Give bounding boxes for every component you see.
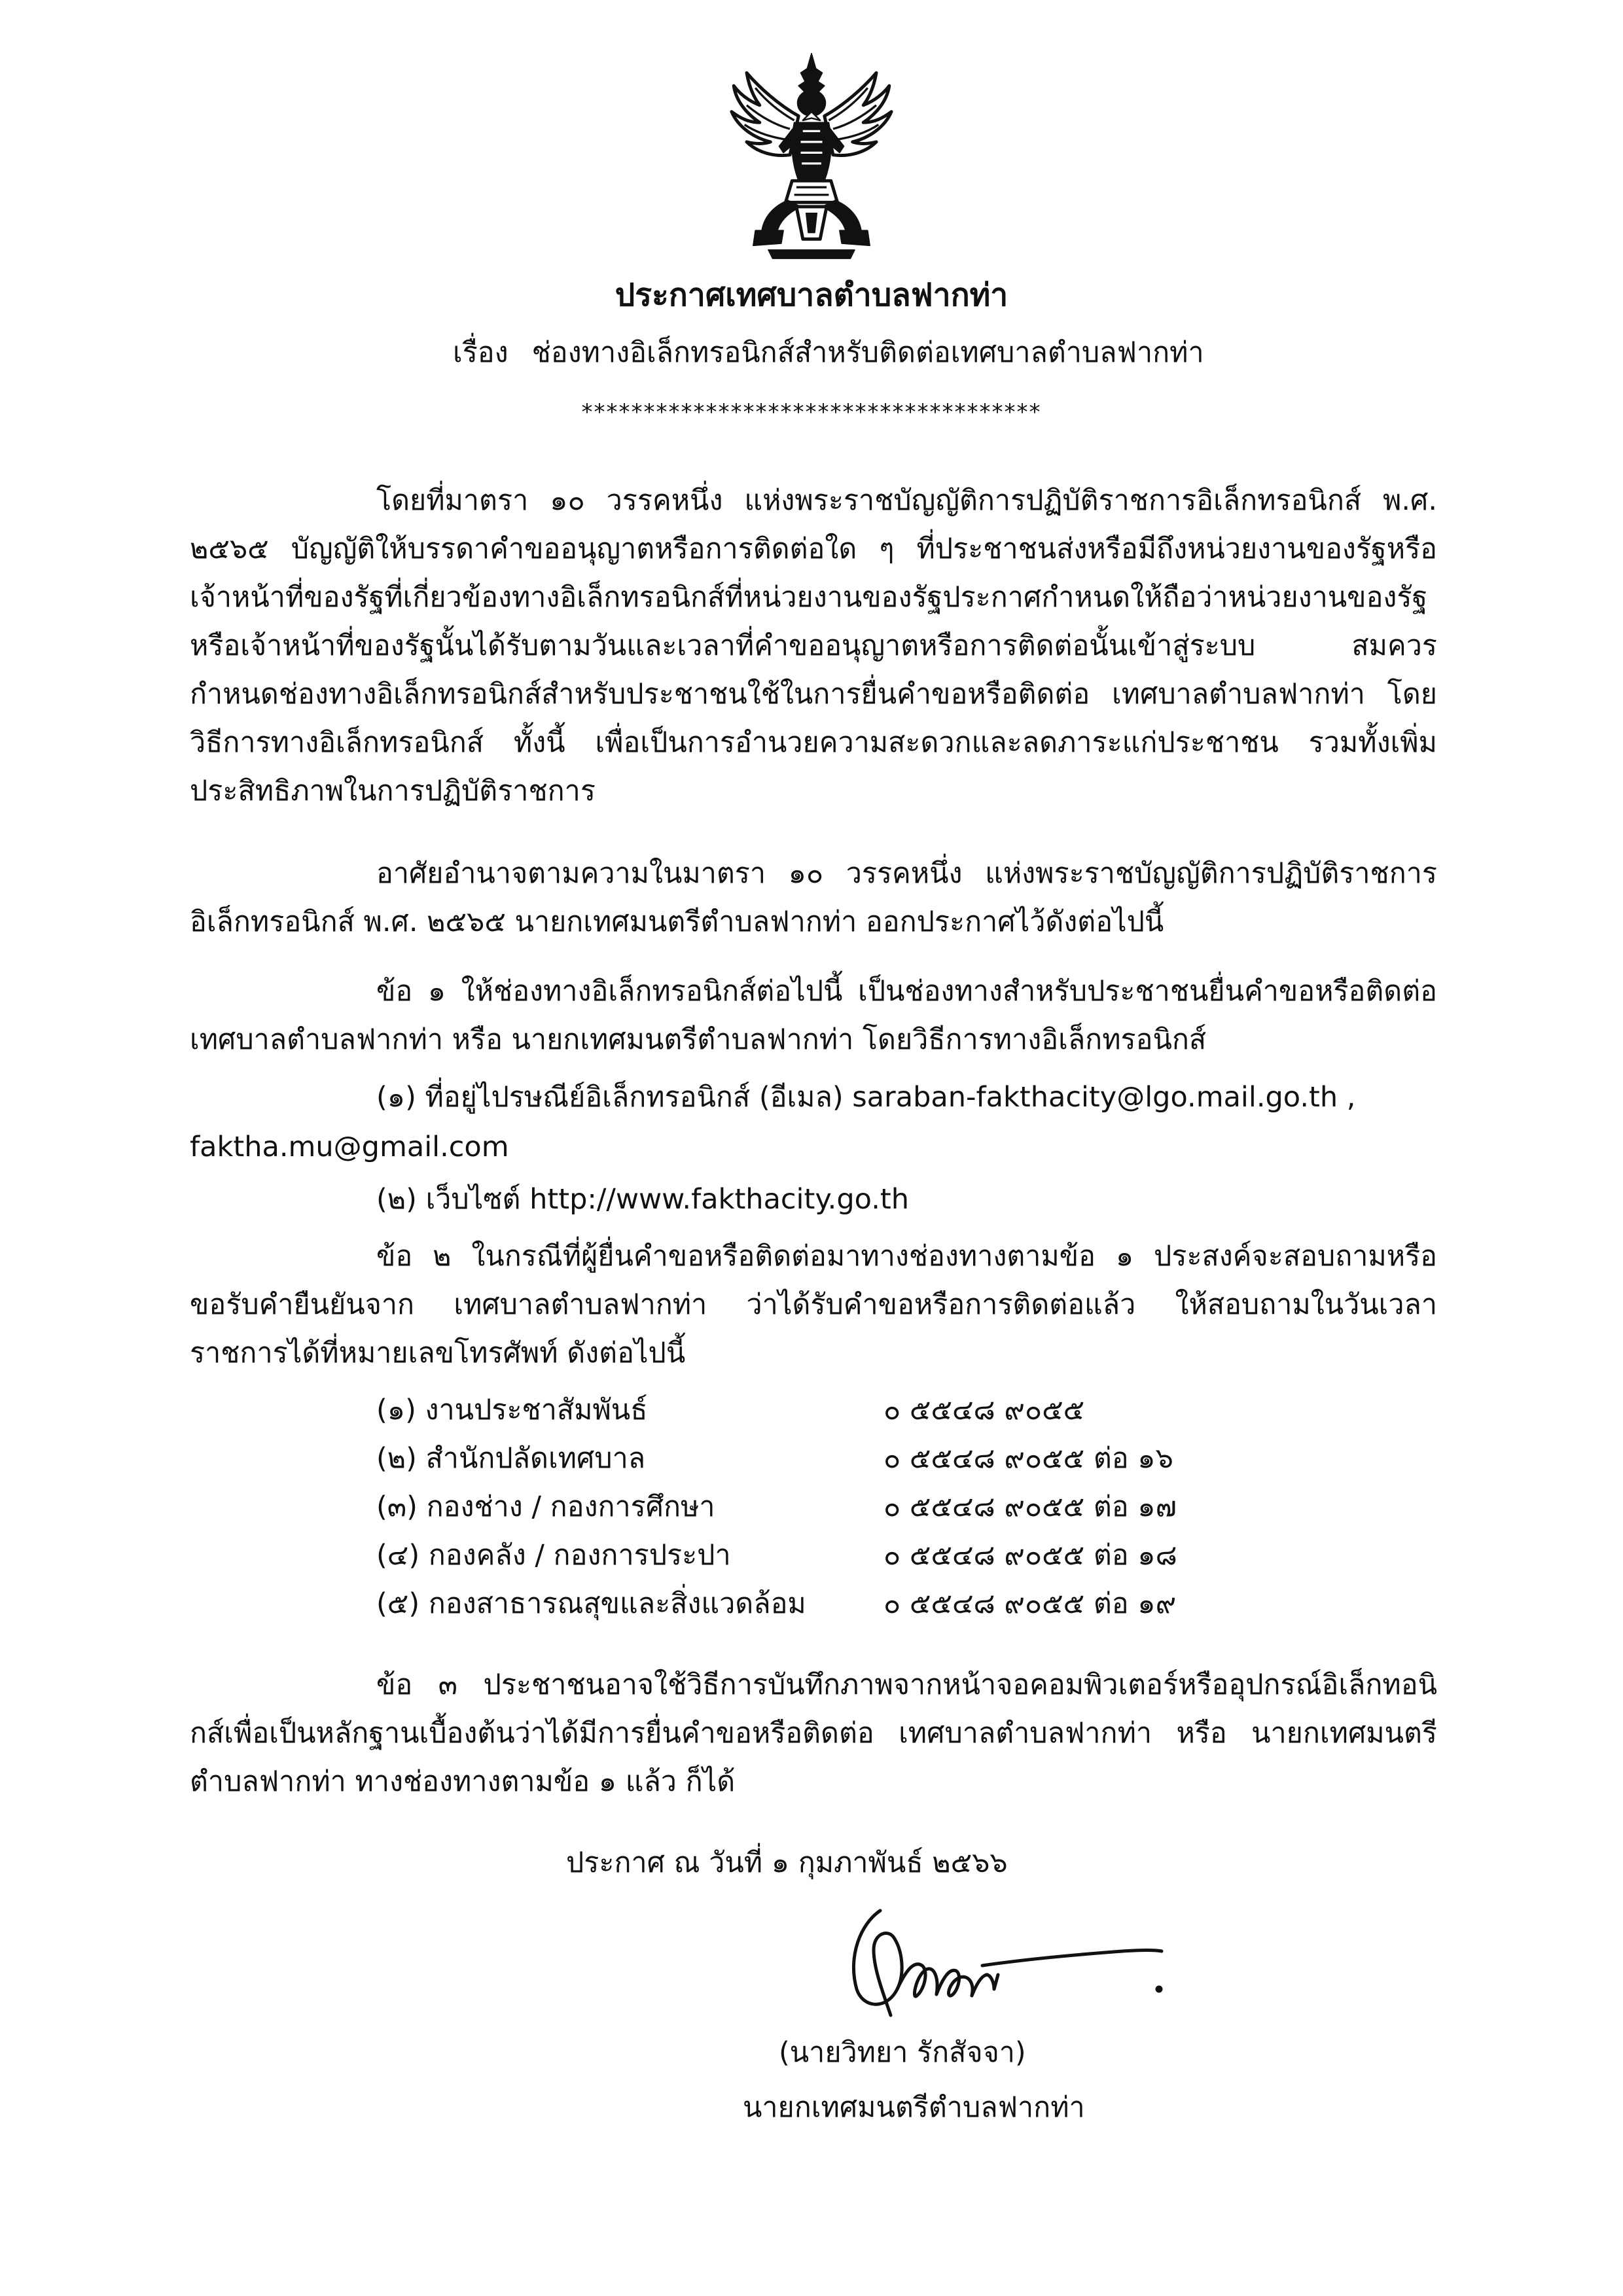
signer-name: (นายวิทยา รักสัจจา) bbox=[779, 2036, 1026, 2069]
handwritten-signature-icon bbox=[834, 1898, 1175, 2028]
paragraph-preamble: โดยที่มาตรา ๑๐ วรรคหนึ่ง แห่งพระราชบัญญัติการปฏิบัติราชการอิเล็กทรอนิกส์ พ.ศ. ๒๕๖๕ บัญญัติให้บรรดาคำขออนุญาตหรือการติดต่อใด ๆ ที่ประชาชนส่งหรือมีถึงหน่วยงานของรัฐหรือเจ้าหน้าที่ของรัฐที่เกี่ยวข้องทางอิเล็กทรอนิกส์ที่หน่วยงานของรัฐประกาศกำหนดให้ถือว่าหน่วยงานของรัฐหรือเจ้าหน้าที่ของรัฐนั้นได้รับตามวันและเวลาที่คำขออนุญาตหรือการติดต่อนั้นเข้าสู่ระบบ สมควรกำหนดช่องทางอิเล็กทรอนิกส์สำหรับประชาชนใช้ในการยื่นคำขอหรือติดต่อ เทศบาลตำบลฟากท่า โดยวิธีการทางอิเล็กทรอนิกส์ ทั้งนี้ เพื่อเป็นการอำนวยความสะดวกและลดภาระแก่ประชาชน รวมทั้งเพิ่มประสิทธิภาพในการปฏิบัติราชการ bbox=[190, 484, 1437, 807]
phone-list-label: (๑) งานประชาสัมพันธ์ bbox=[376, 1394, 648, 1426]
clause-2: ข้อ ๒ ในกรณีที่ผู้ยื่นคำขอหรือติดต่อมาทางช่องทางตามข้อ ๑ ประสงค์จะสอบถามหรือขอรับคำยืนยันจาก เทศบาลตำบลฟากท่า ว่าได้รับคำขอหรือการติดต่อแล้ว ให้สอบถามในวันเวลาราชการได้ที่หมายเลขโทรศัพท์ ดังต่อไปนี้ bbox=[190, 1240, 1437, 1369]
subject-label: เรื่อง bbox=[453, 336, 508, 369]
announcement-title: ประกาศเทศบาลตำบลฟากท่า bbox=[615, 277, 1008, 313]
phone-number: ๐ ๕๕๔๘ ๙๐๕๕ ต่อ ๑๗ bbox=[883, 1491, 1177, 1523]
list-item bbox=[376, 1531, 1293, 1580]
phone-list-label: (๒) สำนักปลัดเทศบาล bbox=[376, 1442, 646, 1475]
clause-1-email-item: (๑) ที่อยู่ไปรษณีย์อิเล็กทรอนิกส์ (อีเมล) saraban-fakthacity@lgo.mail.go.th , bbox=[376, 1081, 1356, 1114]
garuda-emblem-icon bbox=[704, 49, 919, 265]
paragraph-authority: อาศัยอำนาจตามความในมาตรา ๑๐ วรรคหนึ่ง แห่งพระราชบัญญัติการปฏิบัติราชการอิเล็กทรอนิกส์ พ.ศ. ๒๕๖๕ นายกเทศมนตรีตำบลฟากท่า ออกประกาศไว้ดังต่อไปนี้ bbox=[190, 857, 1437, 938]
subject-line bbox=[453, 328, 1204, 377]
clause-1: ข้อ ๑ ให้ช่องทางอิเล็กทรอนิกส์ต่อไปนี้ เป็นช่องทางสำหรับประชาชนยื่นคำขอหรือติดต่อเทศบาลตำบลฟากท่า หรือ นายกเทศมนตรีตำบลฟากท่า โดยวิธีการทางอิเล็กทรอนิกส์ bbox=[190, 975, 1437, 1056]
list-item bbox=[376, 1483, 1293, 1531]
phone-number: ๐ ๕๕๔๘ ๙๐๕๕ bbox=[883, 1394, 1085, 1426]
clause-1-website-item: (๒) เว็บไซต์ http://www.fakthacity.go.th bbox=[376, 1183, 909, 1216]
announcement-date: ประกาศ ณ วันที่ ๑ กุมภาพันธ์ ๒๕๖๖ bbox=[566, 1846, 1008, 1879]
phone-number: ๐ ๕๕๔๘ ๙๐๕๕ ต่อ ๑๘ bbox=[883, 1539, 1177, 1572]
phone-list-label: (๓) กองช่าง / กองการศึกษา bbox=[376, 1491, 715, 1523]
clause-3: ข้อ ๓ ประชาชนอาจใช้วิธีการบันทึกภาพจากหน้าจอคอมพิวเตอร์หรืออุปกรณ์อิเล็กทอนิกส์เพื่อเป็นหลักฐานเบื้องต้นว่าได้มีการยื่นคำขอหรือติดต่อ เทศบาลตำบลฟากท่า หรือ นายกเทศมนตรีตำบลฟากท่า ทางช่องทางตามข้อ ๑ แล้ว ก็ได้ bbox=[190, 1669, 1437, 1798]
phone-list-label: (๕) กองสาธารณสุขและสิ่งแวดล้อม bbox=[376, 1587, 806, 1620]
list-item bbox=[376, 1386, 1293, 1434]
phone-list-label: (๔) กองคลัง / กองการประปา bbox=[376, 1539, 731, 1572]
separator-line: ************************************* bbox=[581, 399, 1042, 425]
list-item bbox=[376, 1580, 1293, 1628]
subject-text: ช่องทางอิเล็กทรอนิกส์สำหรับติดต่อเทศบาลตำบลฟากท่า bbox=[531, 336, 1204, 369]
clause-1-email-continued: faktha.mu@gmail.com bbox=[190, 1131, 509, 1163]
signer-title: นายกเทศมนตรีตำบลฟากท่า bbox=[743, 2091, 1085, 2124]
phone-number: ๐ ๕๕๔๘ ๙๐๕๕ ต่อ ๑๙ bbox=[883, 1587, 1177, 1620]
list-item bbox=[376, 1434, 1293, 1483]
phone-number: ๐ ๕๕๔๘ ๙๐๕๕ ต่อ ๑๖ bbox=[883, 1442, 1173, 1475]
